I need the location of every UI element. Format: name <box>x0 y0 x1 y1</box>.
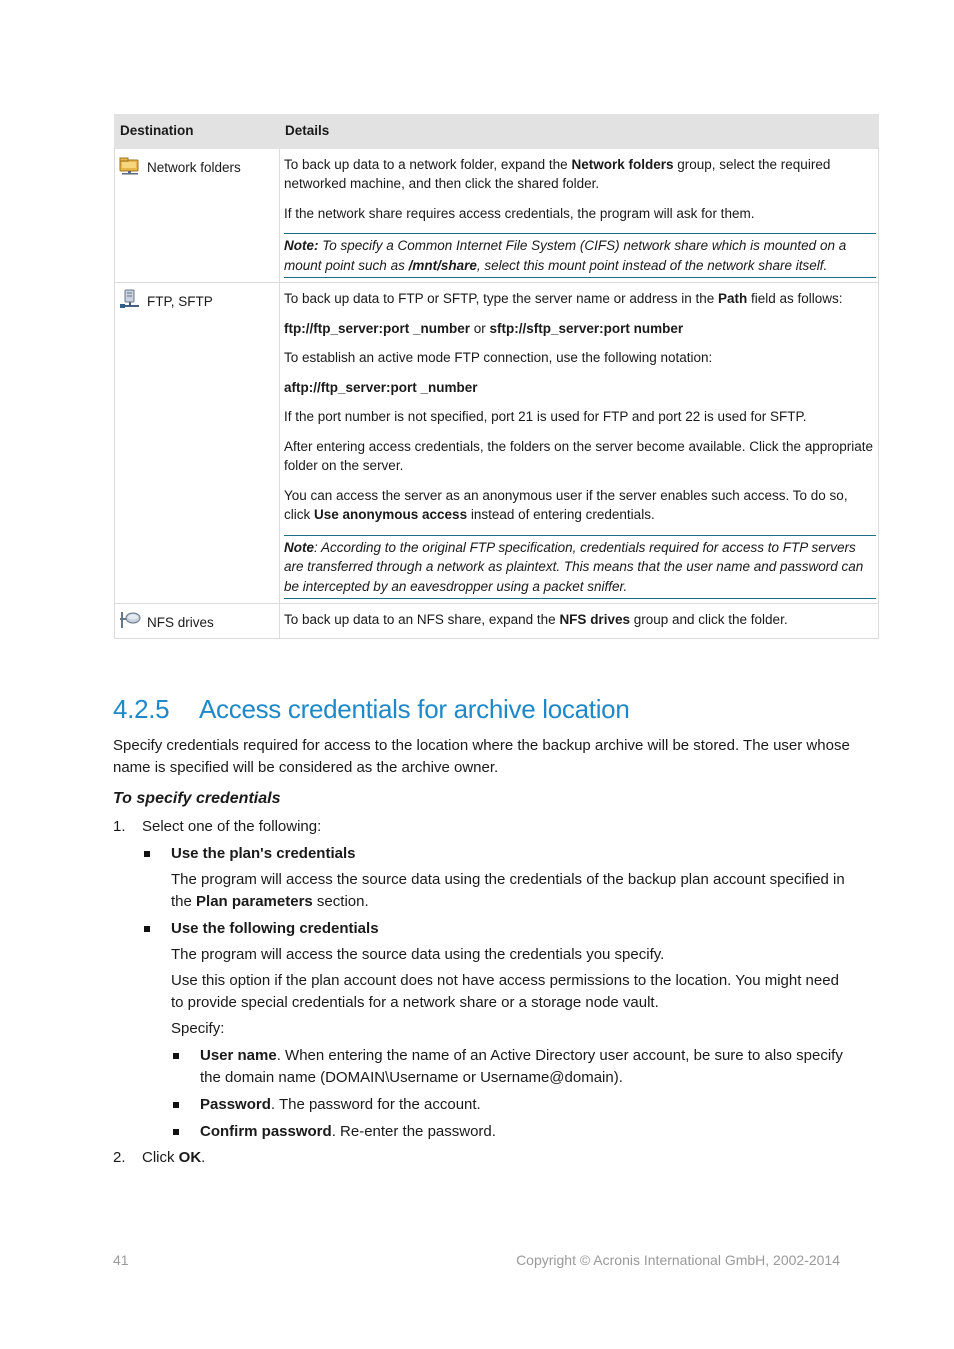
details-paragraph: You can access the server as an anonymous user if the server enables such access. To do so, click Use anonymous access instead of entering credentials. <box>284 487 848 522</box>
note: Note: To specify a Common Internet File System (CIFS) network share which is mounted on a mount point such as /mnt/share, select this mount point instead of the network share itself. <box>284 233 876 278</box>
details-paragraph: If the network share requires access credentials, the program will ask for them. <box>284 205 755 221</box>
credential-field-text: Password. The password for the account. <box>200 1096 481 1113</box>
credential-field-item <box>171 1121 853 1143</box>
header-destination: Destination <box>115 115 280 149</box>
section-title: Access credentials for archive location <box>199 694 630 724</box>
copyright: Copyright © Acronis International GmbH, 2002-2014 <box>516 1252 840 1268</box>
credential-field-text: Confirm password. Re-enter the password. <box>200 1123 496 1140</box>
section-intro <box>113 735 853 779</box>
option-label: Use the following credentials <box>171 920 379 937</box>
network-folder-icon <box>119 155 141 175</box>
bullet-icon <box>142 843 171 865</box>
destination-label: FTP, SFTP <box>147 294 213 309</box>
table-row <box>115 148 879 283</box>
option-description: Use this option if the plan account does not have access permissions to the location. You might need to provide special credentials for a network share or a storage node vault. <box>171 972 839 1011</box>
option-description: The program will access the source data using the credentials you specify. <box>171 946 665 963</box>
option-description: The program will access the source data using the credentials of the backup plan account specified in the Plan parameters section. <box>171 871 845 910</box>
option-plan-credentials <box>142 843 853 865</box>
credential-field-item <box>171 1094 853 1116</box>
note: Note: According to the original FTP specification, credentials required for access to FTP servers are transferred through a network as plaintext. This means that the user name and password can be intercepted by an eavesdropper using a packet sniffer. <box>284 535 876 600</box>
procedure-content <box>113 816 853 1169</box>
details-cell <box>280 604 879 639</box>
bullet-icon <box>142 918 171 940</box>
details-paragraph: aftp://ftp_server:port _number <box>284 379 478 395</box>
destinations-table <box>114 114 879 639</box>
credential-field-text: User name. When entering the name of an Active Directory user account, be sure to also specify the domain name (DOMAIN\Username or Username@domain). <box>200 1047 843 1086</box>
details-paragraph: To back up data to an NFS share, expand the NFS drives group and click the folder. <box>284 612 788 627</box>
section-number: 4.2.5 <box>113 694 170 724</box>
destination-cell <box>115 604 280 639</box>
intro-paragraph: Specify credentials required for access to the location where the backup archive will be stored. The user whose name is specified will be considered as the archive owner. <box>113 737 850 776</box>
destination-cell <box>115 283 280 604</box>
destination-label: Network folders <box>147 159 241 175</box>
bullet-icon <box>171 1045 200 1089</box>
option-description: Specify: <box>171 1020 225 1037</box>
details-paragraph: After entering access credentials, the folders on the server become available. Click the appropriate folder on the server. <box>284 438 874 473</box>
option-label: Use the plan's credentials <box>171 845 356 862</box>
table-row <box>115 604 879 639</box>
page-number: 41 <box>113 1252 129 1268</box>
credential-field-item <box>171 1045 853 1089</box>
details-paragraph: If the port number is not specified, port 21 is used for FTP and port 22 is used for SFTP. <box>284 409 807 424</box>
step-text: Select one of the following: <box>142 818 322 835</box>
step-number: 2. <box>113 1149 126 1166</box>
step-2 <box>113 1147 853 1169</box>
bullet-icon <box>171 1094 200 1116</box>
table-header-row <box>115 115 879 149</box>
destination-label: NFS drives <box>147 615 214 630</box>
step-number: 1. <box>113 818 126 835</box>
ftp-server-icon <box>119 289 141 309</box>
step-text: Click OK. <box>142 1149 206 1166</box>
details-cell <box>280 148 879 283</box>
details-paragraph: ftp://ftp_server:port _number or sftp://sftp_server:port number <box>284 320 684 336</box>
details-cell <box>280 283 879 604</box>
details-paragraph: To back up data to a network folder, expand the Network folders group, select the required networked machine, and then click the shared folder. <box>284 156 831 191</box>
details-paragraph: To back up data to FTP or SFTP, type the server name or address in the Path field as follows: <box>284 291 843 306</box>
procedure-title: To specify credentials <box>113 790 281 807</box>
nfs-drive-icon <box>119 610 141 630</box>
bullet-icon <box>171 1121 200 1143</box>
destination-cell <box>115 148 280 283</box>
table-row <box>115 283 879 604</box>
option-following-credentials <box>142 918 853 940</box>
header-details: Details <box>280 115 879 149</box>
section-heading <box>113 694 630 725</box>
details-paragraph: To establish an active mode FTP connection, use the following notation: <box>284 350 713 365</box>
step-1 <box>113 816 853 838</box>
